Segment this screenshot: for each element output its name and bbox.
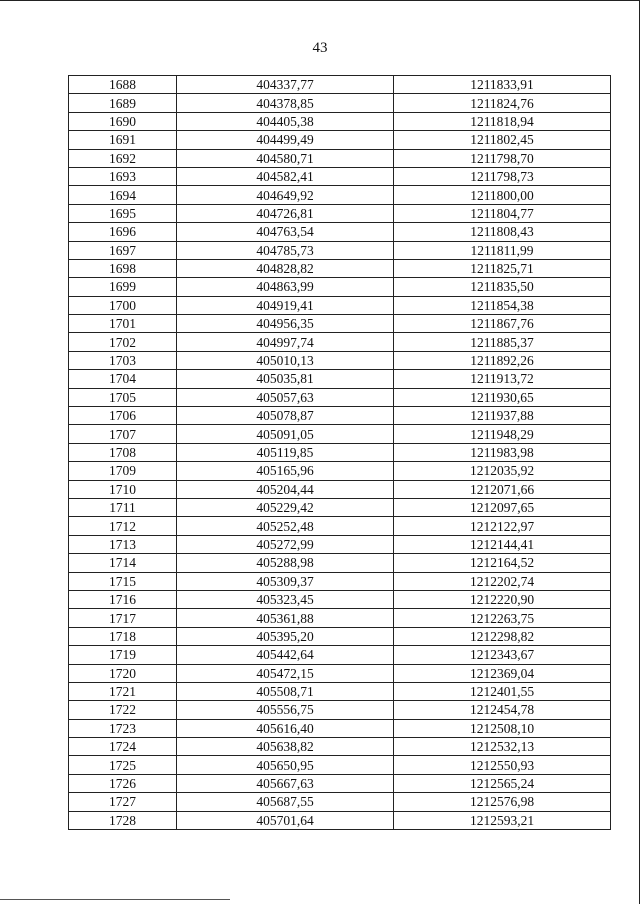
y-coordinate-cell: 1212576,98 bbox=[394, 793, 611, 811]
y-coordinate-cell: 1212454,78 bbox=[394, 701, 611, 719]
table-row bbox=[69, 811, 611, 829]
x-coordinate-cell: 405616,40 bbox=[177, 719, 394, 737]
y-coordinate-cell: 1212593,21 bbox=[394, 811, 611, 829]
x-coordinate-cell: 405508,71 bbox=[177, 682, 394, 700]
point-number-cell: 1725 bbox=[69, 756, 177, 774]
y-coordinate-cell: 1212401,55 bbox=[394, 682, 611, 700]
x-coordinate-cell: 405442,64 bbox=[177, 646, 394, 664]
y-coordinate-cell: 1211983,98 bbox=[394, 443, 611, 461]
table-row bbox=[69, 223, 611, 241]
y-coordinate-cell: 1211835,50 bbox=[394, 278, 611, 296]
y-coordinate-cell: 1212220,90 bbox=[394, 590, 611, 608]
y-coordinate-cell: 1211937,88 bbox=[394, 407, 611, 425]
y-coordinate-cell: 1212369,04 bbox=[394, 664, 611, 682]
x-coordinate-cell: 405035,81 bbox=[177, 370, 394, 388]
x-coordinate-cell: 405361,88 bbox=[177, 609, 394, 627]
point-number-cell: 1700 bbox=[69, 296, 177, 314]
x-coordinate-cell: 404863,99 bbox=[177, 278, 394, 296]
point-number-cell: 1727 bbox=[69, 793, 177, 811]
x-coordinate-cell: 405556,75 bbox=[177, 701, 394, 719]
point-number-cell: 1696 bbox=[69, 223, 177, 241]
x-coordinate-cell: 405165,96 bbox=[177, 462, 394, 480]
point-number-cell: 1689 bbox=[69, 94, 177, 112]
table-row bbox=[69, 682, 611, 700]
x-coordinate-cell: 404956,35 bbox=[177, 315, 394, 333]
table-row bbox=[69, 241, 611, 259]
y-coordinate-cell: 1212097,65 bbox=[394, 498, 611, 516]
point-number-cell: 1706 bbox=[69, 407, 177, 425]
point-number-cell: 1704 bbox=[69, 370, 177, 388]
table-row bbox=[69, 554, 611, 572]
point-number-cell: 1718 bbox=[69, 627, 177, 645]
table-row bbox=[69, 498, 611, 516]
point-number-cell: 1697 bbox=[69, 241, 177, 259]
table-row bbox=[69, 296, 611, 314]
table-row bbox=[69, 462, 611, 480]
point-number-cell: 1702 bbox=[69, 333, 177, 351]
table-row bbox=[69, 315, 611, 333]
x-coordinate-cell: 404997,74 bbox=[177, 333, 394, 351]
y-coordinate-cell: 1211930,65 bbox=[394, 388, 611, 406]
point-number-cell: 1692 bbox=[69, 149, 177, 167]
x-coordinate-cell: 405309,37 bbox=[177, 572, 394, 590]
point-number-cell: 1701 bbox=[69, 315, 177, 333]
table-row bbox=[69, 774, 611, 792]
point-number-cell: 1707 bbox=[69, 425, 177, 443]
x-coordinate-cell: 405010,13 bbox=[177, 351, 394, 369]
x-coordinate-cell: 405272,99 bbox=[177, 535, 394, 553]
point-number-cell: 1699 bbox=[69, 278, 177, 296]
y-coordinate-cell: 1211798,73 bbox=[394, 167, 611, 185]
table-row bbox=[69, 627, 611, 645]
point-number-cell: 1708 bbox=[69, 443, 177, 461]
y-coordinate-cell: 1211825,71 bbox=[394, 259, 611, 277]
table-row bbox=[69, 259, 611, 277]
x-coordinate-cell: 404580,71 bbox=[177, 149, 394, 167]
table-row bbox=[69, 480, 611, 498]
table-row bbox=[69, 590, 611, 608]
table-row bbox=[69, 609, 611, 627]
point-number-cell: 1693 bbox=[69, 167, 177, 185]
point-number-cell: 1720 bbox=[69, 664, 177, 682]
table-row bbox=[69, 572, 611, 590]
coordinates-table bbox=[68, 75, 611, 830]
table-row bbox=[69, 517, 611, 535]
x-coordinate-cell: 404405,38 bbox=[177, 112, 394, 130]
x-coordinate-cell: 404649,92 bbox=[177, 186, 394, 204]
y-coordinate-cell: 1211867,76 bbox=[394, 315, 611, 333]
y-coordinate-cell: 1212298,82 bbox=[394, 627, 611, 645]
table-row bbox=[69, 204, 611, 222]
y-coordinate-cell: 1211833,91 bbox=[394, 76, 611, 94]
table-row bbox=[69, 407, 611, 425]
table-row bbox=[69, 535, 611, 553]
point-number-cell: 1717 bbox=[69, 609, 177, 627]
table-row bbox=[69, 370, 611, 388]
point-number-cell: 1691 bbox=[69, 131, 177, 149]
point-number-cell: 1723 bbox=[69, 719, 177, 737]
x-coordinate-cell: 405229,42 bbox=[177, 498, 394, 516]
y-coordinate-cell: 1212550,93 bbox=[394, 756, 611, 774]
y-coordinate-cell: 1212263,75 bbox=[394, 609, 611, 627]
x-coordinate-cell: 405323,45 bbox=[177, 590, 394, 608]
x-coordinate-cell: 405650,95 bbox=[177, 756, 394, 774]
point-number-cell: 1688 bbox=[69, 76, 177, 94]
table-body bbox=[69, 76, 611, 830]
x-coordinate-cell: 405204,44 bbox=[177, 480, 394, 498]
x-coordinate-cell: 404582,41 bbox=[177, 167, 394, 185]
point-number-cell: 1716 bbox=[69, 590, 177, 608]
table-row bbox=[69, 351, 611, 369]
y-coordinate-cell: 1211913,72 bbox=[394, 370, 611, 388]
x-coordinate-cell: 405252,48 bbox=[177, 517, 394, 535]
x-coordinate-cell: 405701,64 bbox=[177, 811, 394, 829]
y-coordinate-cell: 1211854,38 bbox=[394, 296, 611, 314]
y-coordinate-cell: 1211885,37 bbox=[394, 333, 611, 351]
table-row bbox=[69, 756, 611, 774]
table-row bbox=[69, 94, 611, 112]
table-row bbox=[69, 167, 611, 185]
point-number-cell: 1698 bbox=[69, 259, 177, 277]
x-coordinate-cell: 405057,63 bbox=[177, 388, 394, 406]
footer-rule bbox=[0, 899, 230, 900]
x-coordinate-cell: 404337,77 bbox=[177, 76, 394, 94]
y-coordinate-cell: 1212122,97 bbox=[394, 517, 611, 535]
table-row bbox=[69, 388, 611, 406]
x-coordinate-cell: 405288,98 bbox=[177, 554, 394, 572]
y-coordinate-cell: 1212144,41 bbox=[394, 535, 611, 553]
y-coordinate-cell: 1212202,74 bbox=[394, 572, 611, 590]
page-number: 43 bbox=[312, 40, 328, 56]
x-coordinate-cell: 404763,54 bbox=[177, 223, 394, 241]
table-row bbox=[69, 443, 611, 461]
table-row bbox=[69, 701, 611, 719]
point-number-cell: 1712 bbox=[69, 517, 177, 535]
table-row bbox=[69, 149, 611, 167]
x-coordinate-cell: 404726,81 bbox=[177, 204, 394, 222]
point-number-cell: 1728 bbox=[69, 811, 177, 829]
y-coordinate-cell: 1211824,76 bbox=[394, 94, 611, 112]
x-coordinate-cell: 404828,82 bbox=[177, 259, 394, 277]
x-coordinate-cell: 405119,85 bbox=[177, 443, 394, 461]
point-number-cell: 1711 bbox=[69, 498, 177, 516]
y-coordinate-cell: 1211808,43 bbox=[394, 223, 611, 241]
point-number-cell: 1709 bbox=[69, 462, 177, 480]
point-number-cell: 1719 bbox=[69, 646, 177, 664]
y-coordinate-cell: 1211818,94 bbox=[394, 112, 611, 130]
table-row bbox=[69, 131, 611, 149]
y-coordinate-cell: 1212164,52 bbox=[394, 554, 611, 572]
y-coordinate-cell: 1212565,24 bbox=[394, 774, 611, 792]
x-coordinate-cell: 405091,05 bbox=[177, 425, 394, 443]
y-coordinate-cell: 1211804,77 bbox=[394, 204, 611, 222]
point-number-cell: 1721 bbox=[69, 682, 177, 700]
point-number-cell: 1722 bbox=[69, 701, 177, 719]
point-number-cell: 1710 bbox=[69, 480, 177, 498]
table-row bbox=[69, 793, 611, 811]
table-row bbox=[69, 333, 611, 351]
y-coordinate-cell: 1212532,13 bbox=[394, 738, 611, 756]
point-number-cell: 1695 bbox=[69, 204, 177, 222]
point-number-cell: 1713 bbox=[69, 535, 177, 553]
x-coordinate-cell: 404499,49 bbox=[177, 131, 394, 149]
y-coordinate-cell: 1211802,45 bbox=[394, 131, 611, 149]
x-coordinate-cell: 405667,63 bbox=[177, 774, 394, 792]
table-row bbox=[69, 278, 611, 296]
point-number-cell: 1703 bbox=[69, 351, 177, 369]
table-row bbox=[69, 738, 611, 756]
x-coordinate-cell: 405472,15 bbox=[177, 664, 394, 682]
point-number-cell: 1726 bbox=[69, 774, 177, 792]
x-coordinate-cell: 405638,82 bbox=[177, 738, 394, 756]
y-coordinate-cell: 1211800,00 bbox=[394, 186, 611, 204]
table-row bbox=[69, 425, 611, 443]
y-coordinate-cell: 1211948,29 bbox=[394, 425, 611, 443]
y-coordinate-cell: 1212071,66 bbox=[394, 480, 611, 498]
table-row bbox=[69, 186, 611, 204]
x-coordinate-cell: 404785,73 bbox=[177, 241, 394, 259]
x-coordinate-cell: 405395,20 bbox=[177, 627, 394, 645]
y-coordinate-cell: 1212035,92 bbox=[394, 462, 611, 480]
x-coordinate-cell: 404919,41 bbox=[177, 296, 394, 314]
x-coordinate-cell: 405687,55 bbox=[177, 793, 394, 811]
point-number-cell: 1694 bbox=[69, 186, 177, 204]
point-number-cell: 1715 bbox=[69, 572, 177, 590]
y-coordinate-cell: 1212508,10 bbox=[394, 719, 611, 737]
table-row bbox=[69, 719, 611, 737]
table-row bbox=[69, 646, 611, 664]
y-coordinate-cell: 1211892,26 bbox=[394, 351, 611, 369]
point-number-cell: 1705 bbox=[69, 388, 177, 406]
x-coordinate-cell: 404378,85 bbox=[177, 94, 394, 112]
point-number-cell: 1690 bbox=[69, 112, 177, 130]
table-row bbox=[69, 664, 611, 682]
point-number-cell: 1714 bbox=[69, 554, 177, 572]
table-row bbox=[69, 112, 611, 130]
x-coordinate-cell: 405078,87 bbox=[177, 407, 394, 425]
y-coordinate-cell: 1212343,67 bbox=[394, 646, 611, 664]
y-coordinate-cell: 1211811,99 bbox=[394, 241, 611, 259]
table-row bbox=[69, 76, 611, 94]
y-coordinate-cell: 1211798,70 bbox=[394, 149, 611, 167]
point-number-cell: 1724 bbox=[69, 738, 177, 756]
